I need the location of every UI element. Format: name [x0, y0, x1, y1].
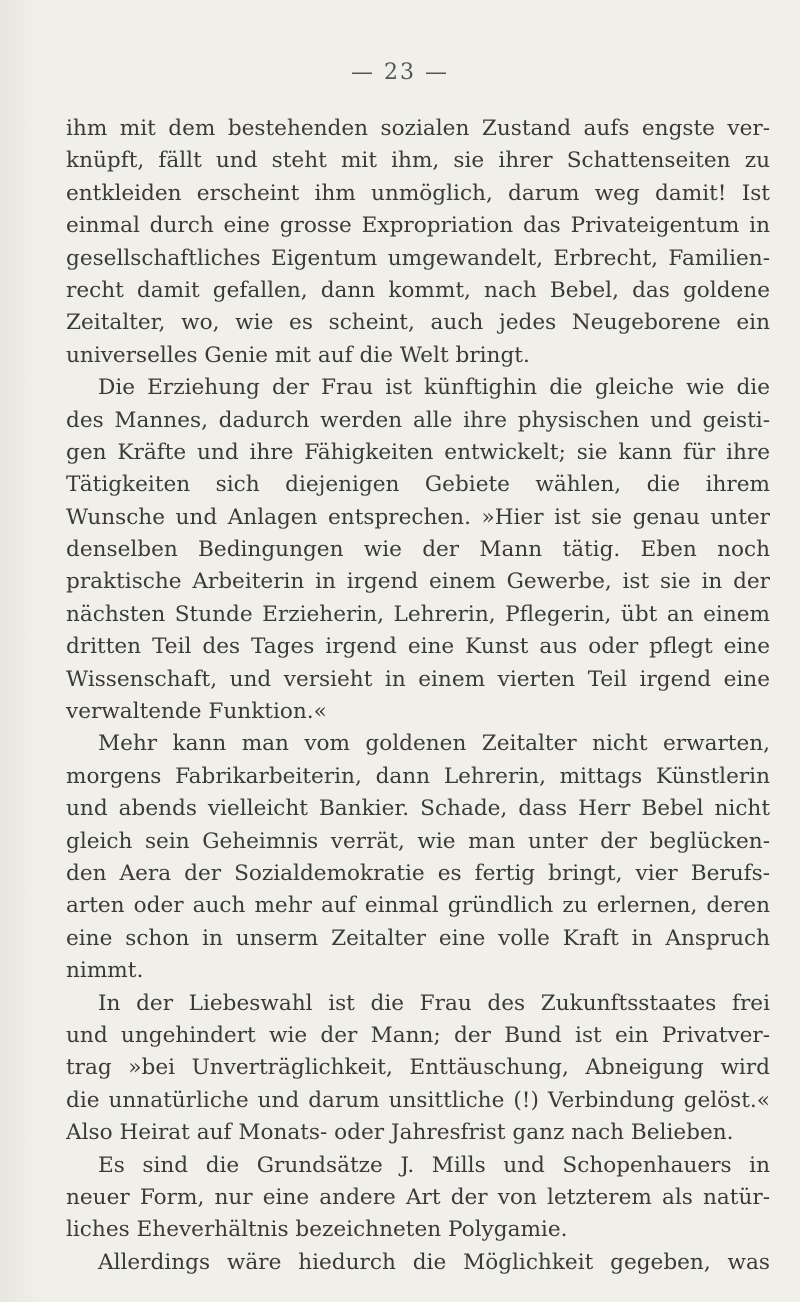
text-line: des Mannes, dadurch werden alle ihre physischen und geisti-: [66, 407, 770, 433]
text-line: gleich sein Geheimnis verrät, wie man unter der beglücken-: [66, 828, 770, 854]
text-line: nimmt.: [66, 958, 144, 984]
text-line: In der Liebeswahl ist die Frau des Zukunftsstaates frei: [98, 990, 770, 1016]
text-line: neuer Form, nur eine andere Art der von letzterem als natür-: [66, 1184, 770, 1210]
text-line: Mehr kann man vom goldenen Zeitalter nicht erwarten,: [98, 731, 770, 757]
text-line: arten oder auch mehr auf einmal gründlich zu erlernen, deren: [66, 893, 770, 919]
text-line: universelles Genie mit auf die Welt bringt.: [66, 342, 530, 368]
text-line: morgens Fabrikarbeiterin, dann Lehrerin, mittags Künstlerin: [66, 763, 770, 789]
text-line: liches Eheverhältnis bezeichneten Polygamie.: [66, 1217, 568, 1243]
text-line: den Aera der Sozialdemokratie es fertig bringt, vier Berufs-: [66, 860, 770, 886]
text-line: Zeitalter, wo, wie es scheint, auch jedes Neugeborene ein: [66, 310, 770, 336]
text-line: Die Erziehung der Frau ist künftighin die gleiche wie die: [98, 375, 770, 401]
text-line: trag »bei Unverträglichkeit, Enttäuschung, Abneigung wird: [66, 1055, 770, 1081]
text-line: knüpft, fällt und steht mit ihm, sie ihrer Schattenseiten zu: [66, 148, 770, 174]
text-line: nächsten Stunde Erzieherin, Lehrerin, Pflegerin, übt an einem: [66, 601, 770, 627]
text-line: und ungehindert wie der Mann; der Bund ist ein Privatver-: [66, 1022, 770, 1048]
text-line: verwaltende Funktion.«: [66, 699, 327, 725]
text-line: einmal durch eine grosse Expropriation das Privateigentum in: [66, 213, 770, 239]
text-line: die unnatürliche und darum unsittliche (!) Verbindung gelöst.«: [66, 1087, 770, 1113]
text-line: Tätigkeiten sich diejenigen Gebiete wählen, die ihrem: [66, 472, 770, 498]
text-line: Wissenschaft, und versieht in einem vierten Teil irgend eine: [66, 666, 770, 692]
text-line: und abends vielleicht Bankier. Schade, dass Herr Bebel nicht: [66, 796, 770, 822]
text-line: denselben Bedingungen wie der Mann tätig. Eben noch: [66, 537, 770, 563]
text-line: gen Kräfte und ihre Fähigkeiten entwickelt; sie kann für ihre: [66, 439, 770, 465]
text-line: eine schon in unserm Zeitalter eine volle Kraft in Anspruch: [66, 925, 770, 951]
text-line: Also Heirat auf Monats- oder Jahresfrist ganz nach Belieben.: [66, 1120, 734, 1146]
text-line: entkleiden erscheint ihm unmöglich, darum weg damit! Ist: [66, 180, 770, 206]
body-text: [66, 113, 770, 1279]
text-line: ihm mit dem bestehenden sozialen Zustand aufs engste ver-: [66, 116, 770, 141]
text-line: praktische Arbeiterin in irgend einem Gewerbe, ist sie in der: [66, 569, 770, 595]
text-line: Wunsche und Anlagen entsprechen. »Hier ist sie genau unter: [66, 504, 770, 530]
page-number: — 23 —: [351, 60, 449, 85]
text-line: recht damit gefallen, dann kommt, nach Bebel, das goldene: [66, 277, 770, 303]
text-line: Es sind die Grundsätze J. Mills und Schopenhauers in: [98, 1152, 770, 1178]
text-line: dritten Teil des Tages irgend eine Kunst aus oder pflegt eine: [66, 634, 770, 660]
text-line: Allerdings wäre hiedurch die Möglichkeit gegeben, was: [98, 1249, 770, 1275]
text-line: gesellschaftliches Eigentum umgewandelt, Erbrecht, Familien-: [66, 245, 770, 271]
